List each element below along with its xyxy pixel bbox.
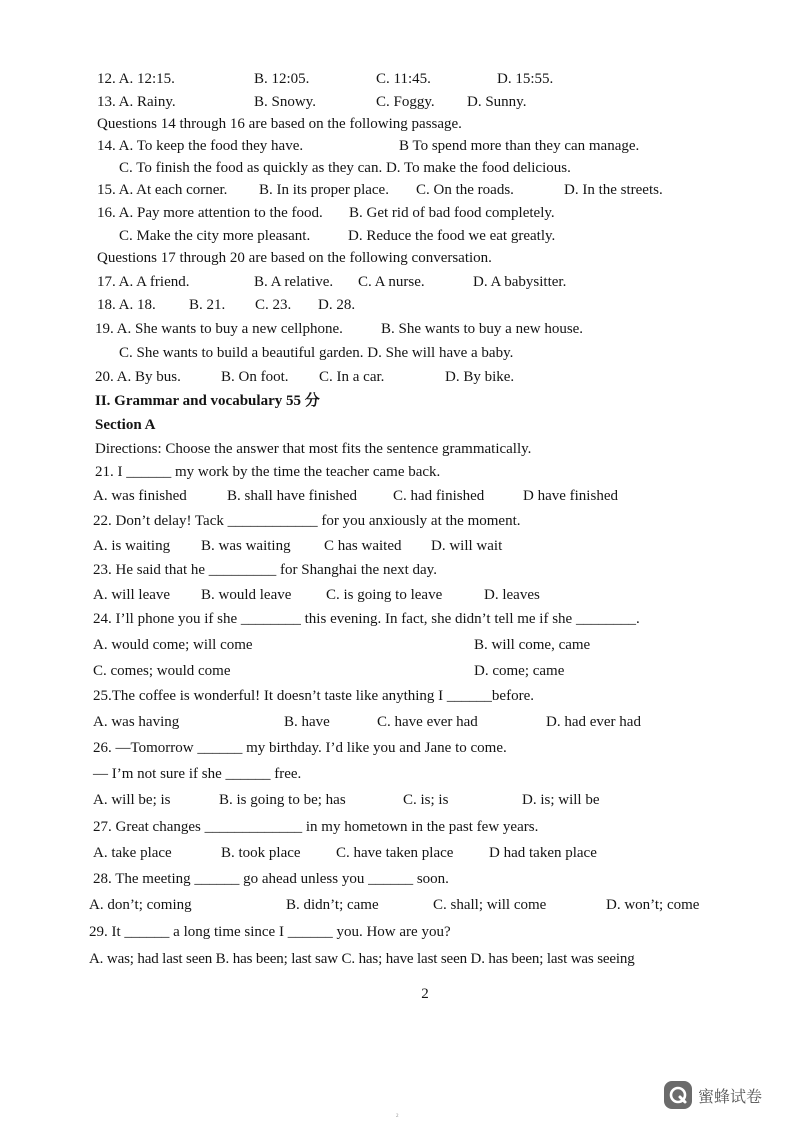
option-c: C has waited (324, 538, 402, 554)
option-a: 12. A. 12:15. (97, 71, 175, 87)
question-29-options: A. was; had last seen B. has been; last saw C. has; have last seen D. has been; last was seeing (89, 951, 635, 967)
option-a: 20. A. By bus. (95, 369, 181, 385)
option-d: D. will wait (431, 538, 503, 554)
section-heading-grammar: II. Grammar and vocabulary 55 分 (95, 393, 320, 409)
question-26-response: — I’m not sure if she ______ free. (93, 766, 302, 782)
question-24-stem: 24. I’ll phone you if she ________ this evening. In fact, she didn’t tell me if she ________. (93, 611, 640, 627)
option-d: D. 15:55. (497, 71, 554, 87)
option-d: D. had ever had (546, 714, 641, 730)
option-b: B. shall have finished (227, 488, 357, 504)
option-b: B. Snowy. (254, 94, 316, 110)
option-c: C. A nurse. (358, 274, 425, 290)
option-b: B. 12:05. (254, 71, 310, 87)
option-a: 15. A. At each corner. (97, 182, 228, 198)
section-a-heading: Section A (95, 417, 156, 433)
option-d: D. come; came (474, 663, 565, 679)
option-b: B To spend more than they can manage. (399, 138, 640, 154)
option-c: C. Make the city more pleasant. (119, 228, 311, 244)
option-b: B. 21. (189, 297, 226, 313)
option-d: D. A babysitter. (473, 274, 567, 290)
option-d: D have finished (523, 488, 618, 504)
option-b: B. was waiting (201, 538, 291, 554)
option-d: D had taken place (489, 845, 597, 861)
option-b: B. is going to be; has (219, 792, 346, 808)
option-d: D. By bike. (445, 369, 515, 385)
directions: Directions: Choose the answer that most fits the sentence grammatically. (95, 441, 532, 457)
option-a: A. is waiting (93, 538, 171, 554)
question-28-stem: 28. The meeting ______ go ahead unless you ______ soon. (93, 871, 449, 887)
option-c: C. have taken place (336, 845, 454, 861)
option-a: 18. A. 18. (97, 297, 156, 313)
footer-mark: 2 (396, 1114, 399, 1119)
option-c: C. Foggy. (376, 94, 435, 110)
option-c: C. 23. (255, 297, 292, 313)
option-d: D. won’t; come (606, 897, 700, 913)
question-22-stem: 22. Don’t delay! Tack ____________ for you anxiously at the moment. (93, 513, 521, 529)
option-d: D. Sunny. (467, 94, 527, 110)
option-c: C. In a car. (319, 369, 385, 385)
option-a: 19. A. She wants to buy a new cellphone. (95, 321, 343, 337)
option-a: A. will be; is (93, 792, 171, 808)
option-b: B. In its proper place. (259, 182, 389, 198)
option-d: D. Reduce the food we eat greatly. (348, 228, 556, 244)
option-a: 17. A. A friend. (97, 274, 190, 290)
option-a: 13. A. Rainy. (97, 94, 176, 110)
option-c: C. 11:45. (376, 71, 431, 87)
option-a: 14. A. To keep the food they have. (97, 138, 304, 154)
option-d: D. In the streets. (564, 182, 663, 198)
option-a: A. was finished (93, 488, 187, 504)
option-a: A. was having (93, 714, 180, 730)
question-19-options-cd: C. She wants to build a beautiful garden. D. She will have a baby. (119, 345, 514, 361)
option-d: D. leaves (484, 587, 540, 603)
option-d: D. is; will be (522, 792, 600, 808)
option-b: B. A relative. (254, 274, 334, 290)
option-b: B. didn’t; came (286, 897, 379, 913)
question-26-stem: 26. —Tomorrow ______ my birthday. I’d like you and Jane to come. (93, 740, 507, 756)
option-b: B. On foot. (221, 369, 289, 385)
question-21-stem: 21. I ______ my work by the time the teacher came back. (95, 464, 441, 480)
watermark-text: 蜜蜂试卷 (698, 1086, 763, 1106)
option-c: C. is; is (403, 792, 449, 808)
option-a: 16. A. Pay more attention to the food. (97, 205, 323, 221)
question-25-stem: 25.The coffee is wonderful! It doesn’t taste like anything I ______before. (93, 688, 534, 704)
option-c: C. comes; would come (93, 663, 231, 679)
option-b: B. She wants to buy a new house. (381, 321, 584, 337)
watermark (664, 1079, 762, 1111)
option-c: C. have ever had (377, 714, 478, 730)
option-d: D. 28. (318, 297, 356, 313)
option-a: A. don’t; coming (89, 897, 192, 913)
option-b: B. would leave (201, 587, 292, 603)
option-a: A. would come; will come (93, 637, 253, 653)
option-c: C. On the roads. (416, 182, 514, 198)
option-b: B. took place (221, 845, 301, 861)
question-23-stem: 23. He said that he _________ for Shanghai the next day. (93, 562, 437, 578)
question-27-stem: 27. Great changes _____________ in my hometown in the past few years. (93, 819, 539, 835)
option-b: B. will come, came (474, 637, 591, 653)
bee-logo-icon (664, 1081, 692, 1109)
passage-intro-14-16: Questions 14 through 16 are based on the following passage. (97, 116, 462, 132)
question-14-options-cd: C. To finish the food as quickly as they can. D. To make the food delicious. (119, 160, 571, 176)
option-a: A. take place (93, 845, 172, 861)
question-29-stem: 29. It ______ a long time since I ______ you. How are you? (89, 924, 451, 940)
option-c: C. is going to leave (326, 587, 443, 603)
option-a: A. will leave (93, 587, 171, 603)
option-b: B. Get rid of bad food completely. (349, 205, 555, 221)
page-number: 2 (421, 986, 429, 1002)
conversation-intro-17-20: Questions 17 through 20 are based on the following conversation. (97, 250, 492, 266)
option-c: C. shall; will come (433, 897, 547, 913)
option-c: C. had finished (393, 488, 485, 504)
option-b: B. have (284, 714, 330, 730)
